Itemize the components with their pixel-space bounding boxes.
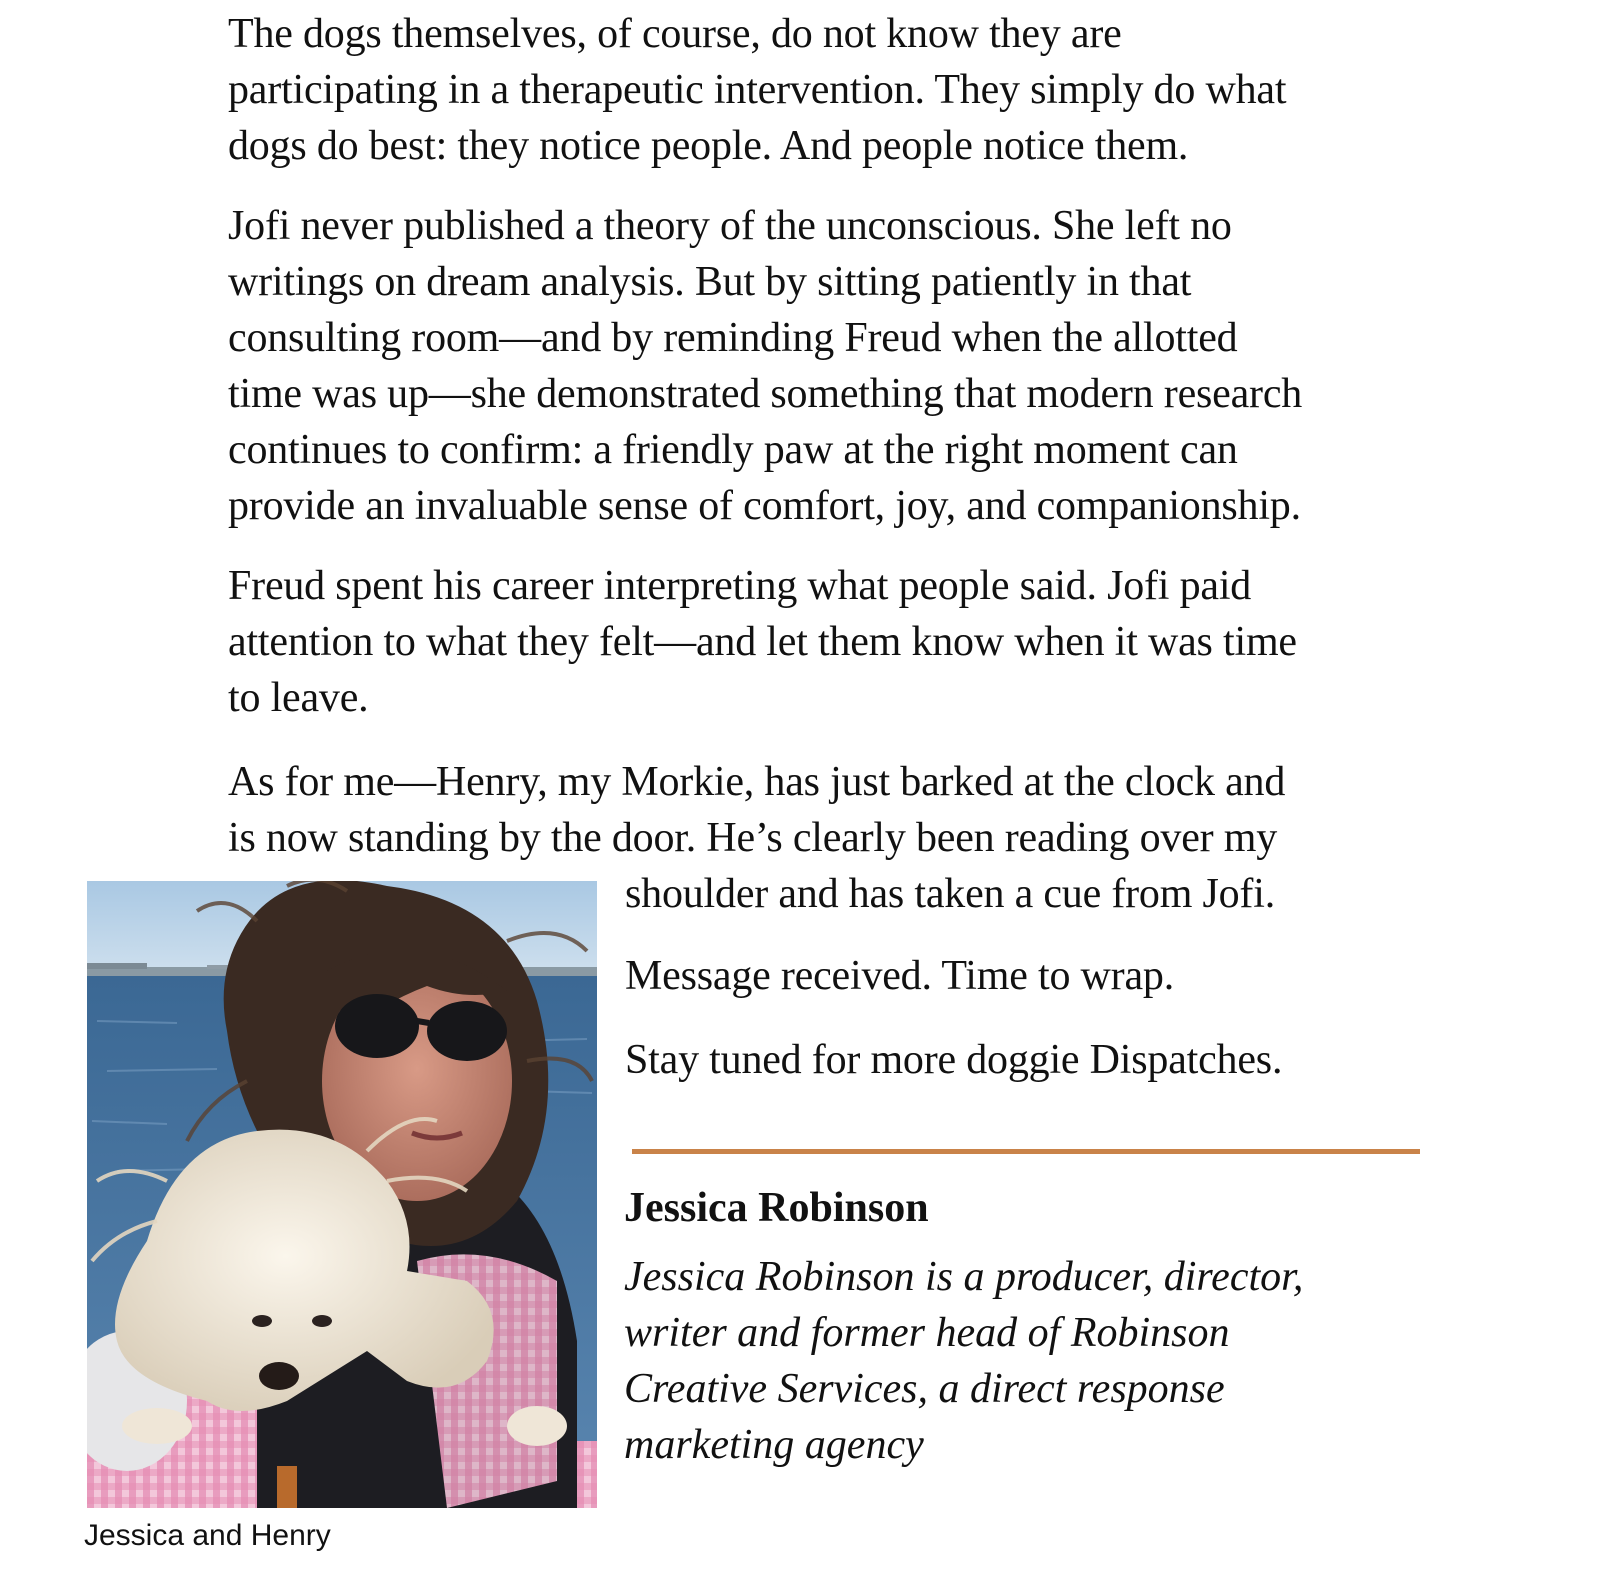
paragraph-message-received: Message received. Time to wrap. [625,953,1175,999]
text-line: is now standing by the door. He’s clearly been reading over my [228,815,1278,861]
text-line: As for me—Henry, my Morkie, has just barked at the clock and [228,759,1286,805]
text-line: Freud spent his career interpreting what people said. Jofi paid [228,563,1252,609]
paragraph-henry [228,754,1418,866]
paragraph-stay-tuned: Stay tuned for more doggie Dispatches. [625,1037,1283,1083]
paragraph-dogs-therapy [228,6,1418,174]
text-line: consulting room—and by reminding Freud when the allotted [228,315,1238,361]
text-line: attention to what they felt—and let them know when it was time [228,619,1297,665]
author-divider [632,1149,1420,1154]
text-line: to leave. [228,675,369,721]
author-bio [624,1249,1424,1473]
text-line: Jessica Robinson is a producer, director, [624,1254,1304,1300]
text-line: Creative Services, a direct response [624,1366,1225,1412]
text-line: writer and former head of Robinson [624,1310,1230,1356]
text-line: Jofi never published a theory of the unconscious. She left no [228,203,1232,249]
paragraph-freud-career [228,558,1418,726]
text-line: marketing agency [624,1422,924,1468]
text-line: participating in a therapeutic intervention. They simply do what [228,67,1287,113]
text-line: time was up—she demonstrated something that modern research [228,371,1303,417]
text-line: provide an invaluable sense of comfort, joy, and companionship. [228,483,1301,529]
photo-caption: Jessica and Henry [84,1519,331,1552]
text-line: dogs do best: they notice people. And people notice them. [228,123,1189,169]
text-line: writings on dream analysis. But by sitting patiently in that [228,259,1192,305]
author-photo [87,881,597,1508]
paragraph-henry-continued: shoulder and has taken a cue from Jofi. [625,871,1275,917]
paragraph-jofi [228,198,1418,534]
author-name: Jessica Robinson [624,1185,929,1231]
text-line: continues to confirm: a friendly paw at the right moment can [228,427,1238,473]
text-line: The dogs themselves, of course, do not know they are [228,11,1122,57]
